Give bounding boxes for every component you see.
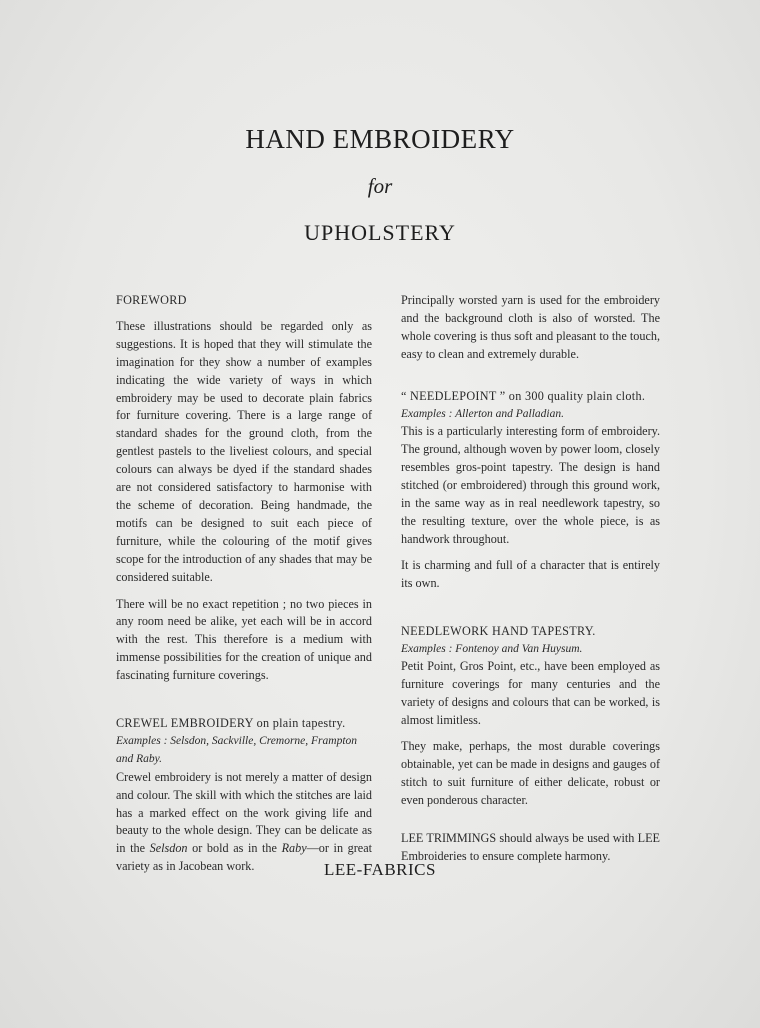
- trimmings-paragraph: LEE TRIMMINGS should always be used with LEE Embroideries to ensure complete harmony.: [401, 830, 660, 863]
- tapestry-paragraph-1: Petit Point, Gros Point, etc., have been employed as furniture coverings for many centuries and the variety of designs and colours that can be worked, is almost limitless.: [401, 659, 660, 728]
- needlepoint-heading: “ NEEDLEPOINT ” on 300 quality plain cloth.: [401, 388, 646, 403]
- crewel-emphasis-raby: Raby: [281, 841, 307, 856]
- crewel-text-a: Crewel embroidery is not merely a matter of design and colour. The skill with which the stitches are laid has a marked effect on the work giving life and beauty to the whole design. They can be delicate as in the: [116, 769, 372, 856]
- crewel-text-b: or bold as in the: [187, 841, 282, 856]
- foreword-heading: FOREWORD: [116, 293, 187, 307]
- worsted-paragraph: Principally worsted yarn is used for the embroidery and the background cloth is also of worsted. The whole covering is thus soft and pleasant to the touch, easy to clean and extremely durable.: [401, 293, 660, 361]
- right-column: [401, 292, 660, 865]
- needlepoint-paragraph-1: This is a particularly interesting form of embroidery. The ground, although woven by power loom, closely resembles gros-point tapestry. The design is hand stitched (or embroidered) through this ground work, in the same way as in real needlework tapestry, so the resulting texture, over the whole piece, is as handwork throughout.: [401, 424, 660, 546]
- page-subtitle: UPHOLSTERY: [304, 220, 456, 245]
- crewel-text-c: —or in great variety as in Jacobean work.: [116, 841, 373, 874]
- foreword-paragraph-2: There will be no exact repetition ; no two pieces in any room need be alike, yet each will be in accord with the rest. This therefore is a medium with immense possibilities for the creation of unique and fascinating furniture coverings.: [116, 596, 372, 683]
- crewel-emphasis-selsdon: Selsdon: [149, 841, 188, 856]
- tapestry-heading: NEEDLEWORK HAND TAPESTRY.: [401, 623, 596, 638]
- tapestry-paragraph-2: They make, perhaps, the most durable coverings obtainable, yet can be made in designs and gauges of stitch to suit furniture of either delicate, robust or even ponderous character.: [401, 739, 660, 807]
- page-title: HAND EMBROIDERY: [245, 124, 515, 154]
- needlepoint-examples: Examples : Allerton and Palladian.: [401, 407, 565, 420]
- title-connector: for: [367, 174, 393, 198]
- brand-footer: LEE-FABRICS: [324, 860, 436, 879]
- foreword-paragraph-1: These illustrations should be regarded only as suggestions. It is hoped that they will stimulate the imagination for they show a number of examples indicating the wide variety of ways in which embroidery may be used to decorate plain fabrics for furniture covering. There is a large range of standard shades for the ground cloth, from the gentlest pastels to the liveliest colours, and special colours can always be dyed if the standard shades are not considered satisfactory to harmonise with the scheme of decoration. Being handmade, the motifs can be designed to suit each piece of furniture, while the colouring of the motif gives scope for the introduction of any shades that may be considered suitable.: [116, 318, 372, 584]
- needlepoint-paragraph-2: It is charming and full of a character that is entirely its own.: [401, 557, 660, 590]
- left-column: [116, 292, 372, 876]
- tapestry-examples: Examples : Fontenoy and Van Huysum.: [401, 642, 583, 655]
- crewel-heading: CREWEL EMBROIDERY on plain tapestry.: [116, 716, 346, 731]
- crewel-examples: Examples : Selsdon, Sackville, Cremorne, Frampton and Raby.: [116, 734, 358, 765]
